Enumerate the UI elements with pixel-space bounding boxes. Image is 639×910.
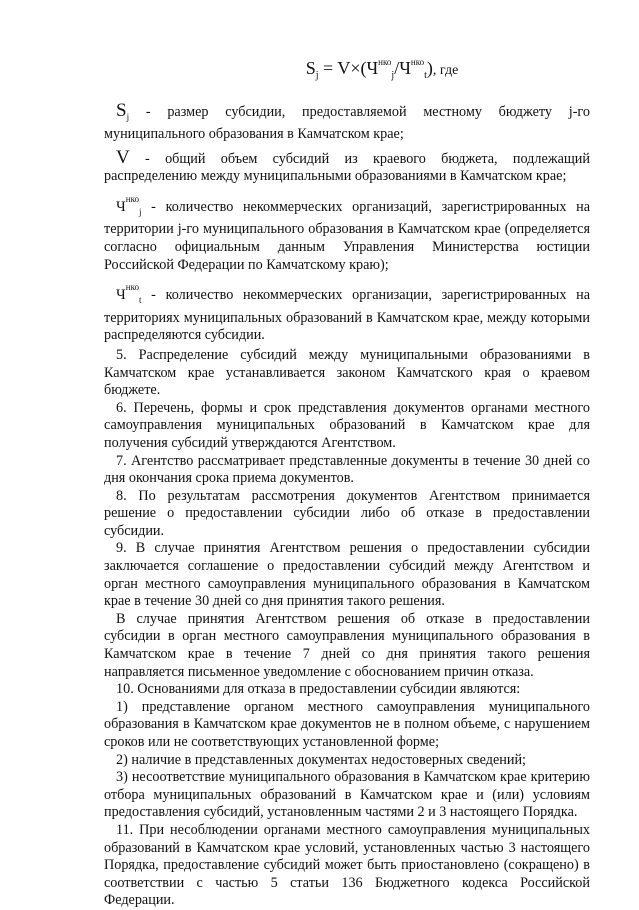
definition-s-letter: S	[116, 100, 127, 121]
definition-chj-sup: нко	[125, 193, 139, 204]
definition-chj-letter: Ч	[116, 198, 126, 215]
definition-s-sub: j	[126, 112, 130, 122]
paragraph-9: 9. В случае принятия Агентством решения о предоставлении субсидии заключается соглашение о предоставлении субсидий между Агентством и орган местного самоуправления муниципального образования в Камчатском крае в течение 30 дней со дня принятия такого решения.	[104, 540, 590, 610]
paragraph-6: 6. Перечень, формы и срок представления документов органами местного самоуправления муниципальных образований в Камчатском крае для получения субсидий утверждаются Агентством.	[104, 399, 590, 451]
paragraph-7: 7. Агентство рассматривает представленные документы в течение 30 дней со дня окончания срока приема документов.	[104, 452, 590, 487]
formula-chj-sub: j	[391, 70, 395, 81]
definition-chj-symbol	[116, 193, 142, 217]
paragraph-10: 10. Основаниями для отказа в предоставлении субсидии являются:	[116, 681, 521, 698]
definition-v-text: - общий объем субсидий из краевого бюджета, подлежащий распределению между муниципальными образованиями в Камчатском крае;	[104, 150, 590, 185]
formula-where: , где	[432, 63, 459, 78]
paragraph-10-item-1: 1) представление органом местного самоуправления муниципального образования в Камчатском крае документов не в полном объеме, с нарушением сроков или не соответствующих установленной форме;	[104, 698, 590, 750]
formula-cht-sup: нко	[410, 57, 425, 67]
definition-s-symbol	[116, 100, 129, 121]
paragraph-8: 8. По результатам рассмотрения документов Агентством принимается решение о предоставлении субсидии либо об отказе в предоставлении субсидии.	[104, 487, 590, 539]
definition-chj-sub: j	[138, 206, 142, 217]
paragraph-10-item-3: 3) несоответствие муниципального образования в Камчатском крае критерию отбора муниципальных образований в Камчатском крае и (или) условиям предоставления субсидий, установленным частями 2 и 3 настоящего Порядка.	[104, 769, 590, 821]
subsidy-formula	[174, 50, 590, 88]
formula-slash: /Ч	[394, 58, 411, 78]
formula-close: )	[426, 58, 433, 78]
formula-cht-sub: t	[424, 70, 427, 81]
definition-v-symbol: V	[116, 146, 130, 168]
definition-cht-text: - количество некоммерческих организации, зарегистрированных на территориях муниципальных образований в Камчатском крае, между которыми распределяются субсидии.	[104, 287, 590, 344]
definition-chj-text: - количество некоммерческих организаций, зарегистрированных на территории j-го муниципального образования в Камчатском крае (определяется согласно официальным данным Управления Министерства юстиции Российской Федерации по Камчатскому краю);	[104, 198, 590, 273]
paragraph-11: 11. При несоблюдении органами местного самоуправления муниципальных образований в Камчатском крае условий, установленных частью 3 настоящего Порядка, предоставление субсидий может быть приостановлено (сокращено) в соответствии с частью 5 статьи 136 Бюджетного кодекса Российской Федерации.	[104, 821, 590, 909]
paragraph-9-refusal: В случае принятия Агентством решения об отказе в предоставлении субсидии в орган местного самоуправления муниципального образования в Камчатском крае в течение 7 дней со дня принятия такого решения направляется письменное уведомление с обоснованием причин отказа.	[104, 610, 590, 680]
definition-v	[104, 146, 590, 186]
definition-chj	[104, 191, 590, 274]
definition-s-text: - размер субсидии, предоставляемой местному бюджету j-го муниципального образования в Камчатском крае;	[104, 104, 590, 142]
formula-lhs-sub: j	[315, 70, 319, 81]
definition-s	[104, 102, 590, 144]
definition-cht	[104, 279, 590, 345]
definition-cht-sup: нко	[125, 282, 139, 293]
definition-cht-sub: t	[138, 295, 142, 306]
paragraph-5: 5. Распределение субсидий между муниципальными образованиями в Камчатском крае устанавливается законом Камчатского края о краевом бюджете.	[104, 346, 590, 399]
definition-cht-symbol	[116, 282, 142, 306]
formula-chj-sup: нко	[378, 57, 392, 67]
definition-cht-letter: Ч	[116, 287, 126, 304]
document-page	[104, 50, 590, 910]
formula-eq: = V×(Ч	[318, 58, 379, 78]
paragraph-10-item-2: 2) наличие в представленных документах недостоверных сведений;	[116, 751, 526, 768]
formula-lhs: S	[305, 58, 316, 78]
